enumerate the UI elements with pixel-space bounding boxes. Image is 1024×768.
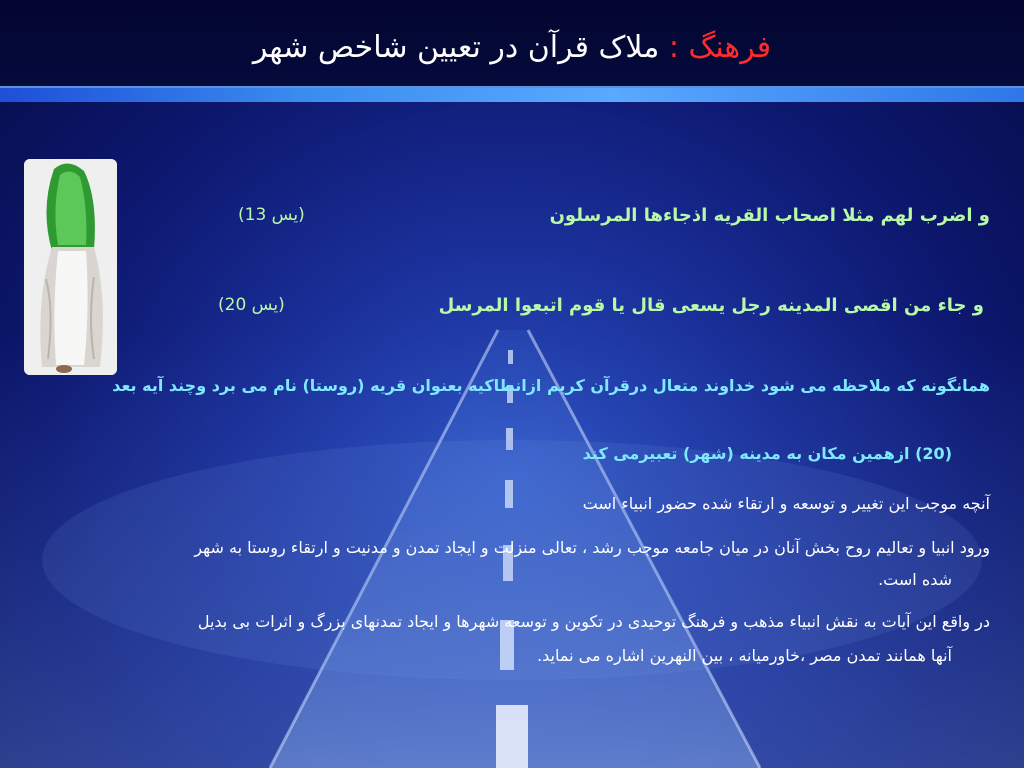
paragraph-2-line-1: ورود انبیا و تعالیم روح بخش آنان در میان جامعه موجب رشد ، تعالی منزلت و ایجاد تمدن و مدنیت و ارتقاء روستا به شهر <box>194 538 990 557</box>
slide-title <box>0 30 1024 65</box>
verse-2-reference: (یس 20) <box>218 295 285 315</box>
green-cloaked-figure-image <box>24 159 117 375</box>
paragraph-3-line-1: در واقع این آیات به نقش انبیاء مذهب و فرهنگ توحیدی در تکوین و توسعه شهرها و ایجاد تمدنهای بزرگ و اثرات بی بدیل <box>197 612 990 631</box>
paragraph-3-line-2: آنها همانند تمدن مصر ،خاورمیانه ، بین النهرین اشاره می نماید. <box>537 646 952 665</box>
paragraph-1: آنچه موجب این تغییر و توسعه و ارتقاء شده حضور انبیاء است <box>582 494 990 513</box>
title-accent: فرهنگ : <box>668 30 772 65</box>
title-text: ملاک قرآن در تعیین شاخص شهر <box>252 30 669 65</box>
verse-2-text: و جاء من اقصی المدینه رجل یسعی قال یا قوم اتبعوا المرسل <box>438 295 984 316</box>
verse-1-text: و اضرب لهم مثلا اصحاب القریه اذجاءها المرسلون <box>549 205 990 226</box>
commentary-line-2: (20) ازهمین مکان به مدینه (شهر) تعبیرمی کند <box>582 444 952 463</box>
title-divider <box>0 88 1024 102</box>
verse-1-reference: (یس 13) <box>238 205 305 225</box>
commentary-line-1: همانگونه که ملاحظه می شود خداوند متعال درقرآن کریم ازانطاکیه بعنوان قریه (روستا) نام می برد وچند آیه بعد <box>112 376 990 395</box>
paragraph-2-line-2: شده است. <box>878 570 952 589</box>
